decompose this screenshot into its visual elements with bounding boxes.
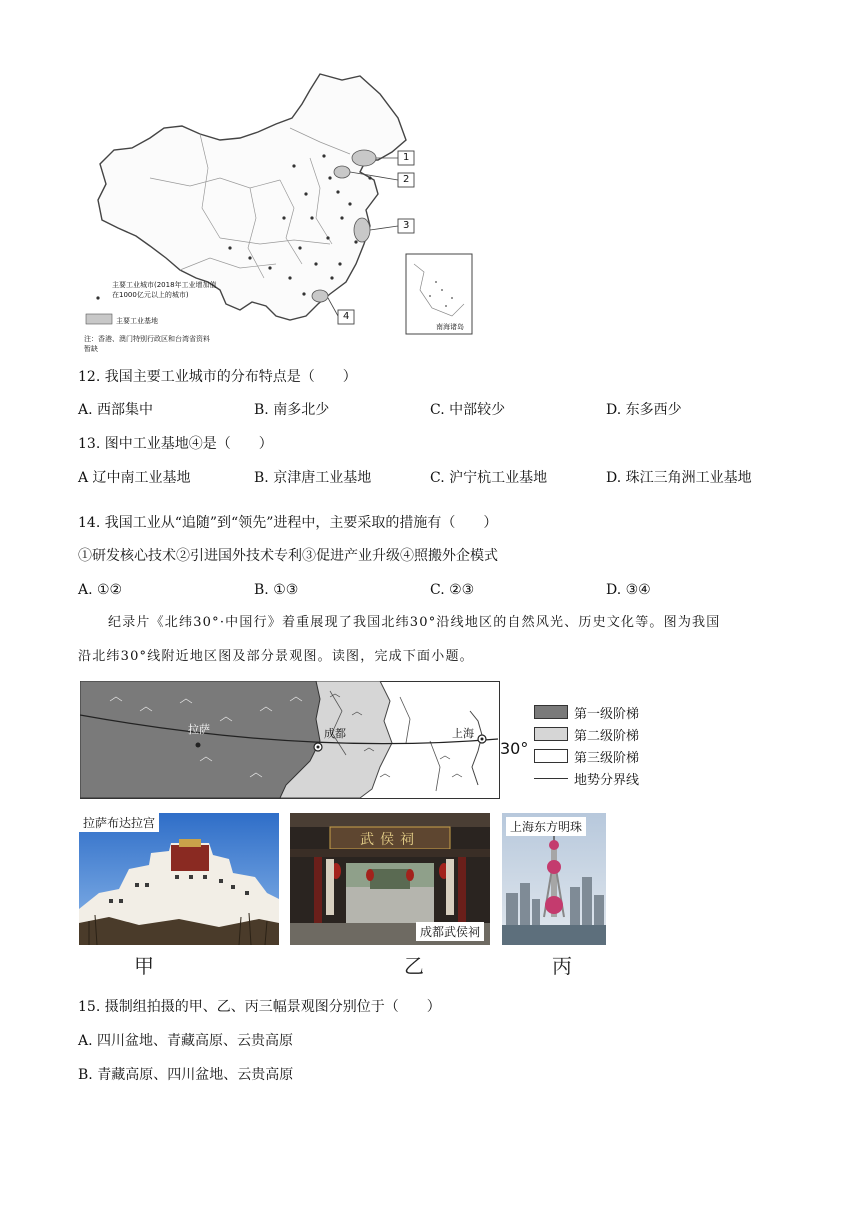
q12-option-b[interactable]: B. 南多北少 [254, 402, 330, 418]
question-number: 14. [78, 515, 101, 531]
q13-option-a[interactable]: A 辽中南工业基地 [78, 470, 191, 486]
first-step-area [80, 681, 320, 798]
question-number: 15. [78, 999, 101, 1015]
photo-potala-palace [79, 813, 279, 945]
photo-caption-potala: 拉萨布达拉宫 [79, 813, 159, 832]
map-label-4: 4 [343, 311, 350, 322]
photo-caption-wuhou: 成都武侯祠 [416, 922, 484, 941]
q13-option-b[interactable]: B. 京津唐工业基地 [254, 470, 372, 486]
passage-line-1: 纪录片《北纬30°·中国行》着重展现了我国北纬30°沿线地区的自然风光、历史文化等。图为我国 [108, 615, 721, 630]
wuhou-sign-text: 武侯祠 [360, 832, 420, 848]
photo-oriental-pearl [502, 813, 606, 945]
q14-choices: ①研发核心技术②引进国外技术专利③促进产业升级④照搬外企模式 [78, 548, 498, 564]
map-note: 注：香港、澳门特别行政区和台湾省资料暂缺 [84, 335, 210, 353]
question-stem: 图中工业基地④是（ ） [104, 436, 273, 452]
legend-boundary-line [534, 778, 568, 779]
legend-second-label: 第二级阶梯 [574, 728, 640, 744]
q12-option-c[interactable]: C. 中部较少 [430, 402, 506, 418]
q15-option-b[interactable]: B. 青藏高原、四川盆地、云贵高原 [78, 1067, 294, 1083]
q14-option-c[interactable]: C. ②③ [430, 582, 475, 598]
legend-boundary [534, 767, 639, 789]
passage-line-2: 沿北纬30°线附近地区图及部分景观图。读图，完成下面小题。 [78, 649, 474, 664]
question-stem: 摄制组拍摄的甲、乙、丙三幅景观图分别位于（ ） [104, 999, 441, 1015]
q14-option-b[interactable]: B. ①③ [254, 582, 299, 598]
china-map-svg [80, 68, 480, 358]
question-stem: 我国工业从“追随”到“领先”进程中，主要采取的措施有（ ） [104, 515, 498, 531]
map-label-3: 3 [403, 220, 410, 231]
question-stem: 我国主要工业城市的分布特点是（ ） [104, 369, 357, 385]
legend-second-step [534, 723, 639, 745]
legend-boundary-label: 地势分界线 [574, 772, 640, 788]
potala-illustration [79, 813, 279, 945]
question-15 [78, 998, 441, 1016]
q13-option-d[interactable]: D. 珠江三角洲工业基地 [606, 470, 752, 486]
q12-option-a[interactable]: A. 西部集中 [78, 402, 154, 418]
question-13 [78, 435, 273, 453]
q14-option-d[interactable]: D. ③④ [606, 582, 651, 598]
q15-option-a[interactable]: A. 四川盆地、青藏高原、云贵高原 [78, 1033, 294, 1049]
terrain-legend [534, 701, 639, 789]
photo-label-jia: 甲 [134, 954, 154, 978]
question-number: 13. [78, 436, 101, 452]
photo-wuhou-shrine [290, 813, 490, 945]
q14-option-a[interactable]: A. ①② [78, 582, 123, 598]
photo-label-bing: 丙 [552, 954, 572, 978]
q13-option-c[interactable]: C. 沪宁杭工业基地 [430, 470, 548, 486]
legend-city-dot [96, 296, 99, 299]
terrain-map [80, 681, 500, 799]
city-label-lhasa: 拉萨 [188, 723, 210, 736]
legend-base-swatch [86, 314, 112, 324]
inset-label: 南海诸岛 [436, 323, 464, 331]
map-label-1: 1 [403, 152, 410, 163]
legend-third-swatch [534, 749, 568, 763]
legend-third-label: 第三级阶梯 [574, 750, 640, 766]
legend-first-swatch [534, 705, 568, 719]
legend-city-text: 主要工业城市(2018年工业增加值在1000亿元以上的城市) [112, 281, 217, 299]
city-label-shanghai: 上海 [452, 727, 474, 740]
map-label-2: 2 [403, 174, 410, 185]
question-number: 12. [78, 369, 101, 385]
terrain-map-svg [80, 681, 500, 799]
photo-caption-pearl: 上海东方明珠 [506, 817, 586, 836]
legend-third-step [534, 745, 639, 767]
latitude-label: 30° [500, 739, 529, 758]
q12-option-d[interactable]: D. 东多西少 [606, 402, 682, 418]
city-label-chengdu: 成都 [324, 727, 346, 740]
question-12 [78, 368, 357, 386]
legend-second-swatch [534, 727, 568, 741]
legend-first-step [534, 701, 639, 723]
china-industry-map [80, 68, 480, 358]
lhasa-dot [196, 743, 201, 748]
legend-base-text: 主要工业基地 [116, 317, 158, 325]
question-14 [78, 514, 497, 532]
legend-first-label: 第一级阶梯 [574, 706, 640, 722]
photo-label-yi: 乙 [404, 954, 424, 978]
